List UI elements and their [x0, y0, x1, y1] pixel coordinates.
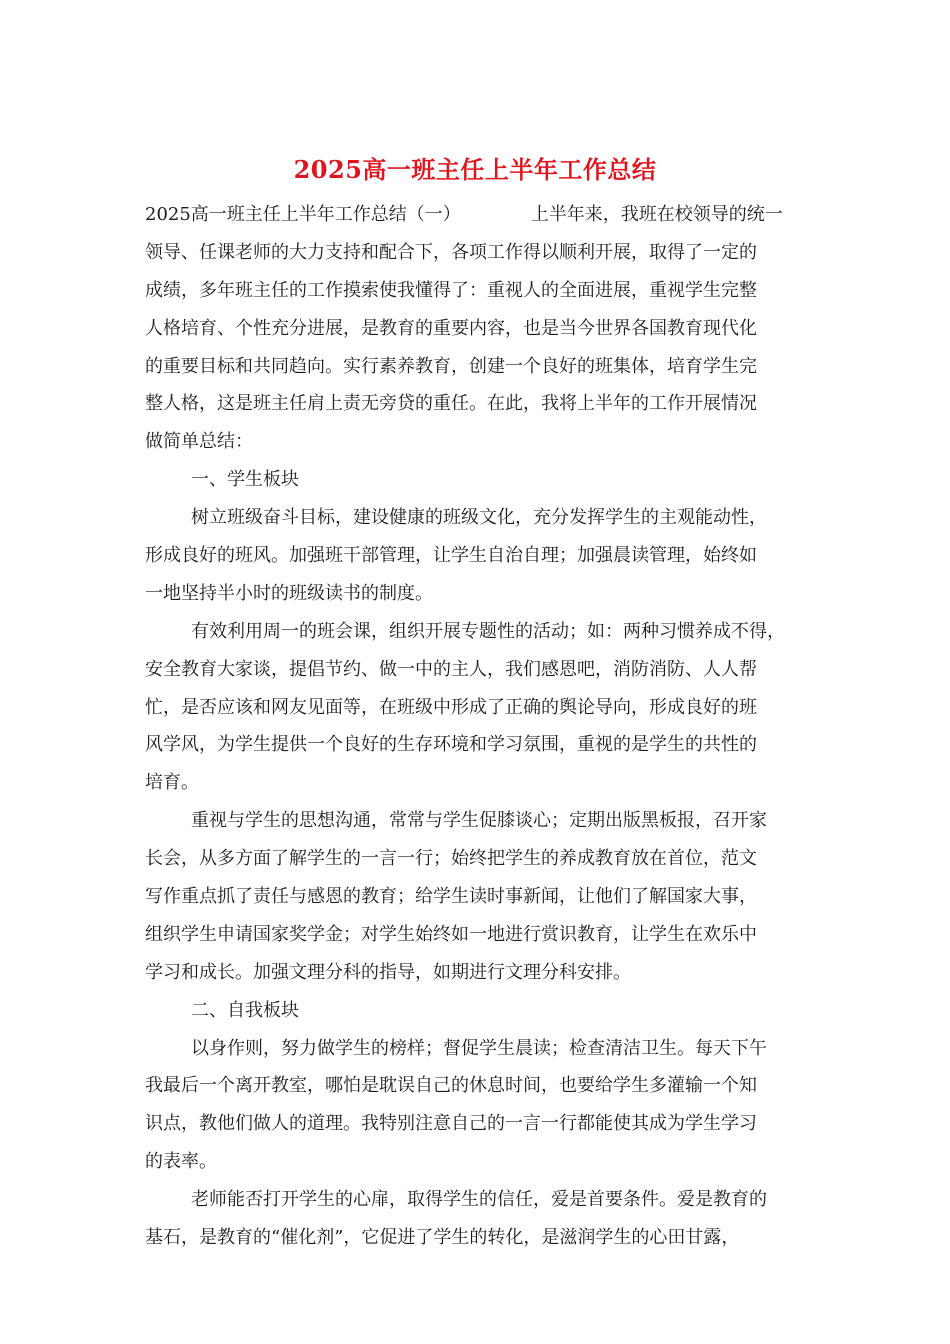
section-heading: 一、学生板块: [191, 469, 299, 491]
text-line: 写作重点抓了责任与感恩的教育；给学生读时事新闻，让他们了解国家大事，: [145, 886, 757, 908]
text-line: 领导、任课老师的大力支持和配合下，各项工作得以顺利开展，取得了一定的: [145, 241, 757, 263]
section-heading: 二、自我板块: [191, 999, 299, 1021]
paragraph-start: 重视与学生的思想沟通，常常与学生促膝谈心；定期出版黑板报，召开家: [191, 810, 767, 832]
text-line: 组织学生申请国家奖学金；对学生始终如一地进行赏识教育，让学生在欢乐中: [145, 923, 757, 945]
text-line: 一地坚持半小时的班级读书的制度。: [145, 582, 433, 604]
text-line: 培育。: [145, 772, 199, 794]
text-line: 做简单总结：: [145, 431, 253, 453]
paragraph-start: 以身作则，努力做学生的榜样；督促学生晨读；检查清洁卫生。每天下午: [191, 1037, 767, 1059]
text-line-content: 2025高一班主任上半年工作总结（一）: [145, 204, 461, 225]
text-line: 风学风，为学生提供一个良好的生存环境和学习氛围，重视的是学生的共性的: [145, 734, 757, 756]
text-line: 基石，是教育的“催化剂”，它促进了学生的转化，是滋润学生的心田甘露，: [145, 1227, 740, 1249]
paragraph-start: 树立班级奋斗目标，建设健康的班级文化，充分发挥学生的主观能动性，: [191, 507, 767, 529]
paragraph-start: 老师能否打开学生的心扉，取得学生的信任，爱是首要条件。爱是教育的: [191, 1189, 767, 1211]
text-line: 形成良好的班风。加强班干部管理，让学生自治自理；加强晨读管理，始终如: [145, 545, 757, 567]
text-line: 识点，教他们做人的道理。我特别注意自己的一言一行都能使其成为学生学习: [145, 1113, 757, 1135]
document-title: 2025高一班主任上半年工作总结: [293, 155, 657, 184]
text-line: 整人格，这是班主任肩上责无旁贷的重任。在此，我将上半年的工作开展情况: [145, 393, 757, 415]
text-line: 我最后一个离开教室，哪怕是耽误自己的休息时间，也要给学生多灌输一个知: [145, 1075, 757, 1097]
text-line-content: 上半年来，我班在校领导的统一: [530, 204, 783, 225]
text-line: 人格培育、个性充分进展，是教育的重要内容，也是当今世界各国教育现代化: [145, 317, 757, 339]
text-line: 安全教育大家谈，提倡节约、做一中的主人，我们感恩吧，消防消防、人人帮: [145, 658, 757, 680]
text-line: 学习和成长。加强文理分科的指导，如期进行文理分科安排。: [145, 961, 631, 983]
text-line: 忙，是否应该和网友见面等，在班级中形成了正确的舆论导向，形成良好的班: [145, 696, 757, 718]
text-line: 长会，从多方面了解学生的一言一行；始终把学生的养成教育放在首位，范文: [145, 848, 757, 870]
text-line: [145, 196, 825, 234]
text-line: 的表率。: [145, 1151, 217, 1173]
text-line: 成绩，多年班主任的工作摸索使我懂得了：重视人的全面进展，重视学生完整: [145, 279, 757, 301]
text-line: 的重要目标和共同趋向。实行素养教育，创建一个良好的班集体，培育学生完: [145, 355, 757, 377]
paragraph-start: 有效利用周一的班会课，组织开展专题性的活动；如：两种习惯养成不得，: [191, 620, 785, 642]
document-body: [145, 196, 825, 1257]
